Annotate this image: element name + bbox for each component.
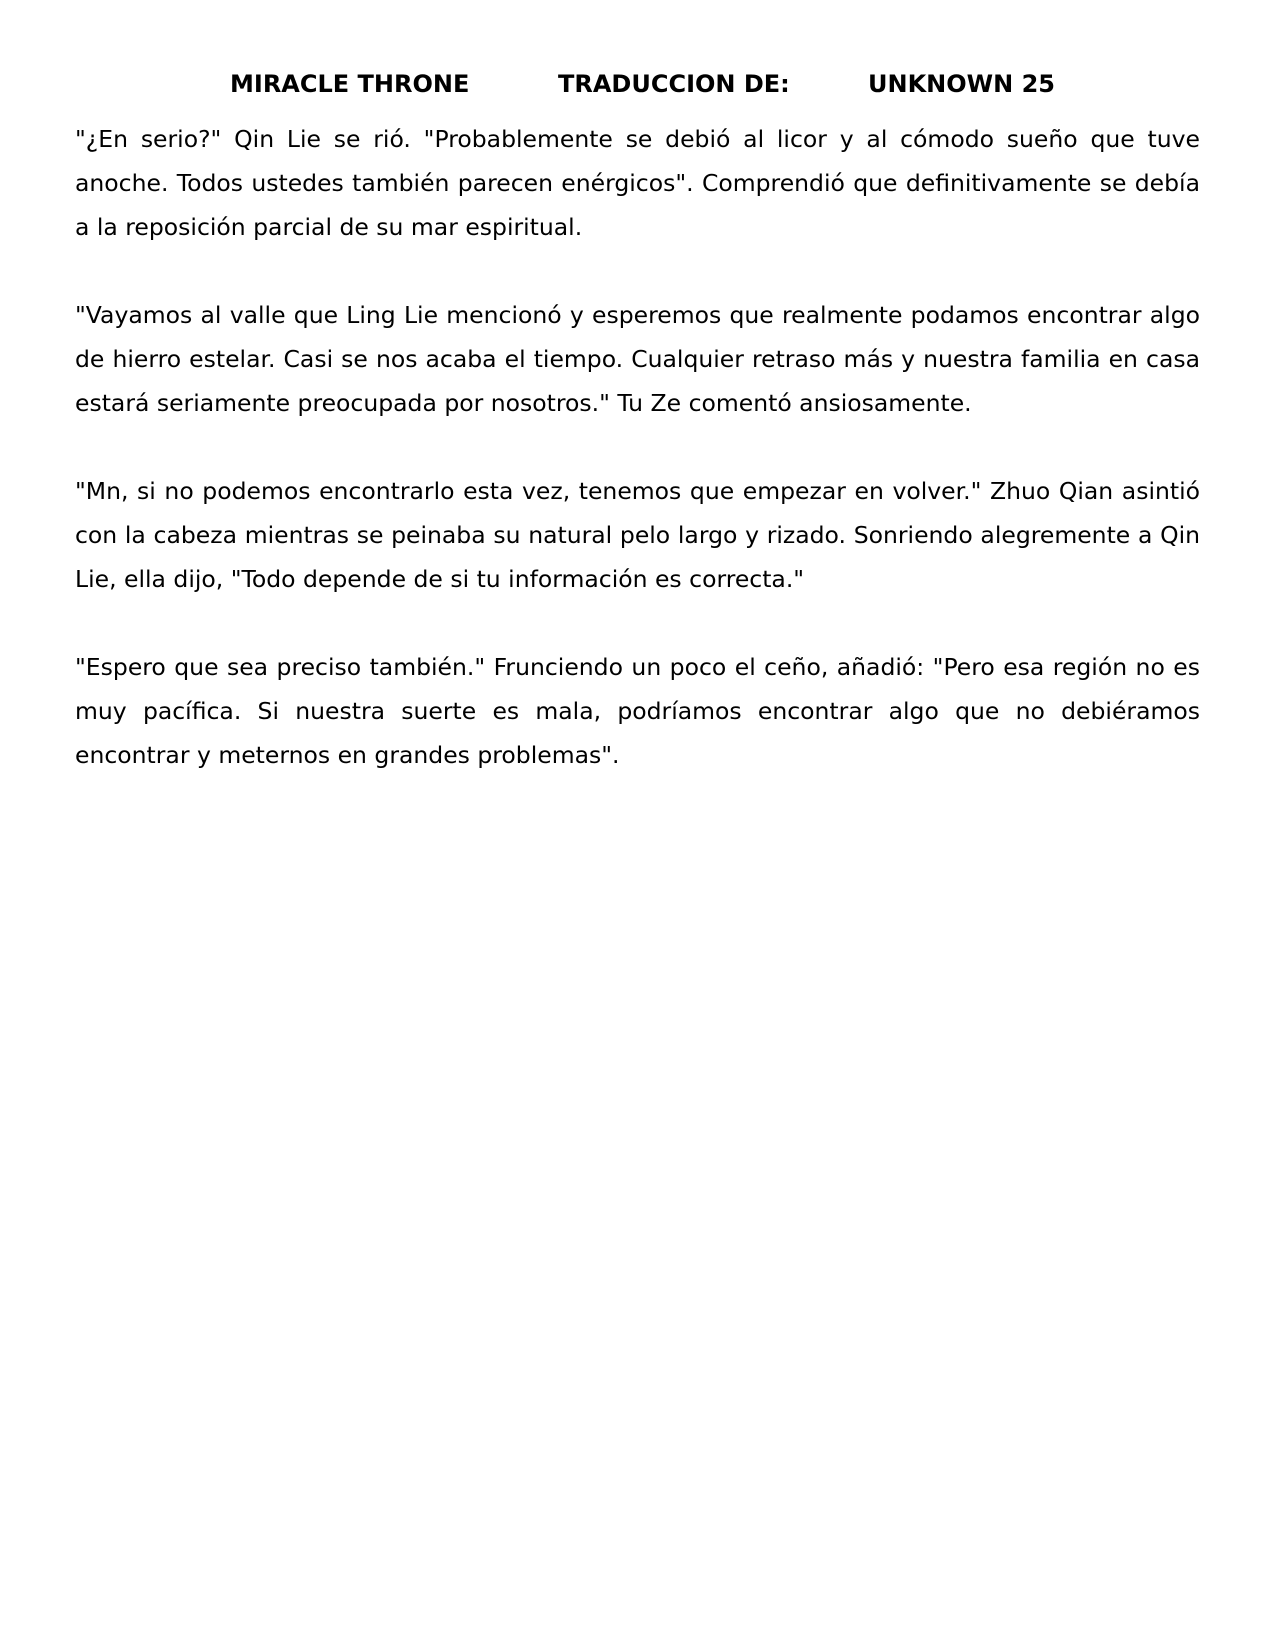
paragraph: "¿En serio?" Qin Lie se rió. "Probablemente se debió al licor y al cómodo sueño que tuve anoche. Todos ustedes también parecen enérgicos". Comprendió que definitivamente se debía a la reposición parcial de su mar espiritual. — [75, 125, 1200, 241]
page-header — [0, 70, 1275, 110]
paragraph: "Mn, si no podemos encontrarlo esta vez, tenemos que empezar en volver." Zhuo Qian asintió con la cabeza mientras se peinaba su natural pelo largo y rizado. Sonriendo alegremente a Qin Lie, ella dijo, "Todo depende de si tu información es correcta." — [75, 477, 1200, 593]
translation-label: TRADUCCION DE: — [558, 70, 790, 98]
paragraph: "Vayamos al valle que Ling Lie mencionó y esperemos que realmente podamos encontrar algo de hierro estelar. Casi se nos acaba el tiempo. Cualquier retraso más y nuestra familia en casa estará seriamente preocupada por nosotros." Tu Ze comentó ansiosamente. — [75, 301, 1200, 417]
translator-name: UNKNOWN 25 — [868, 70, 1055, 98]
book-title: MIRACLE THRONE — [230, 70, 470, 98]
document-body — [75, 117, 1200, 821]
paragraph: "Espero que sea preciso también." Frunciendo un poco el ceño, añadió: "Pero esa región no es muy pacífica. Si nuestra suerte es mala, podríamos encontrar algo que no debiéramos encontrar y meternos en grandes problemas". — [75, 653, 1200, 769]
